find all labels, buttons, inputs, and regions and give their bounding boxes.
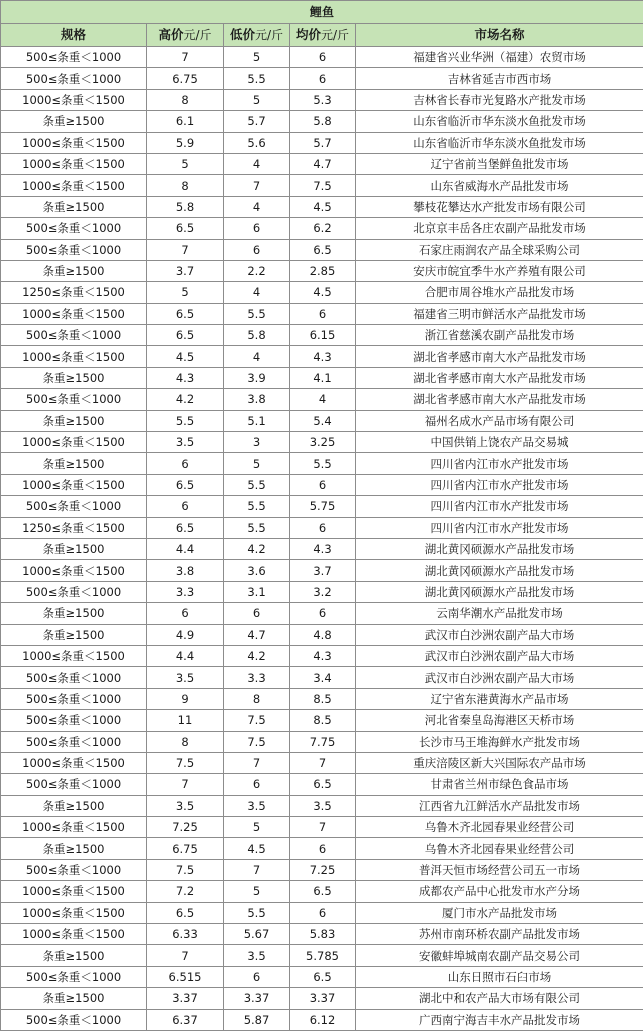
high-price-cell: 7: [147, 47, 224, 68]
low-price-cell: 5.5: [224, 68, 290, 89]
market-name-cell: 河北省秦皇岛海港区天桥市场: [356, 710, 643, 731]
spec-cell: 条重≥1500: [1, 260, 147, 281]
avg-price-cell: 5.7: [290, 132, 356, 153]
low-price-cell: 4: [224, 153, 290, 174]
table-row: [1, 346, 643, 367]
avg-price-cell: 6: [290, 47, 356, 68]
table-row: [1, 474, 643, 495]
avg-price-cell: 6: [290, 838, 356, 859]
low-price-cell: 5: [224, 47, 290, 68]
spec-cell: 500≤条重＜1000: [1, 966, 147, 987]
market-name-cell: 厦门市水产品批发市场: [356, 902, 643, 923]
market-name-cell: 湖北黄冈硕源水产品批发市场: [356, 560, 643, 581]
low-price-cell: 5.5: [224, 496, 290, 517]
low-price-cell: 7.5: [224, 731, 290, 752]
market-name-cell: 石家庄雨润农产品全球采购公司: [356, 239, 643, 260]
high-price-cell: 3.7: [147, 260, 224, 281]
spec-cell: 条重≥1500: [1, 795, 147, 816]
spec-cell: 条重≥1500: [1, 945, 147, 966]
table-title-row: [1, 1, 643, 24]
table-title: 鲤鱼: [1, 1, 643, 24]
low-price-cell: 5.7: [224, 111, 290, 132]
table-row: [1, 667, 643, 688]
avg-price-cell: 5.5: [290, 453, 356, 474]
avg-price-cell: 5.4: [290, 410, 356, 431]
avg-price-cell: 6: [290, 474, 356, 495]
spec-cell: 1000≤条重＜1500: [1, 432, 147, 453]
market-name-cell: 吉林省长春市光复路水产批发市场: [356, 89, 643, 110]
avg-price-cell: 7: [290, 752, 356, 773]
market-name-cell: 普洱天恒市场经营公司五一市场: [356, 859, 643, 880]
high-price-cell: 3.8: [147, 560, 224, 581]
avg-price-cell: 6: [290, 902, 356, 923]
header-high-label: 高价: [158, 27, 183, 42]
table-row: [1, 175, 643, 196]
spec-cell: 条重≥1500: [1, 410, 147, 431]
spec-cell: 条重≥1500: [1, 838, 147, 859]
low-price-cell: 4: [224, 196, 290, 217]
market-name-cell: 湖北黄冈硕源水产品批发市场: [356, 538, 643, 559]
high-price-cell: 6.33: [147, 924, 224, 945]
low-price-cell: 6: [224, 966, 290, 987]
low-price-cell: 4: [224, 346, 290, 367]
avg-price-cell: 3.7: [290, 560, 356, 581]
spec-cell: 1000≤条重＜1500: [1, 132, 147, 153]
market-name-cell: 四川省内江市水产批发市场: [356, 453, 643, 474]
table-body: [1, 47, 643, 1031]
table-row: [1, 752, 643, 773]
header-market: 市场名称: [356, 24, 643, 47]
spec-cell: 500≤条重＜1000: [1, 325, 147, 346]
high-price-cell: 5: [147, 282, 224, 303]
spec-cell: 条重≥1500: [1, 538, 147, 559]
table-row: [1, 325, 643, 346]
avg-price-cell: 6.2: [290, 218, 356, 239]
high-price-cell: 4.5: [147, 346, 224, 367]
spec-cell: 1000≤条重＜1500: [1, 817, 147, 838]
market-name-cell: 福州名成水产品市场有限公司: [356, 410, 643, 431]
low-price-cell: 3.9: [224, 367, 290, 388]
table-row: [1, 1009, 643, 1030]
low-price-cell: 6: [224, 603, 290, 624]
high-price-cell: 5.9: [147, 132, 224, 153]
table-row: [1, 89, 643, 110]
spec-cell: 500≤条重＜1000: [1, 47, 147, 68]
spec-cell: 500≤条重＜1000: [1, 710, 147, 731]
market-name-cell: 攀枝花攀达水产批发市场有限公司: [356, 196, 643, 217]
low-price-cell: 4.2: [224, 645, 290, 666]
high-price-cell: 4.2: [147, 389, 224, 410]
spec-cell: 500≤条重＜1000: [1, 68, 147, 89]
avg-price-cell: 5.3: [290, 89, 356, 110]
spec-cell: 500≤条重＜1000: [1, 389, 147, 410]
low-price-cell: 6: [224, 239, 290, 260]
avg-price-cell: 7.5: [290, 175, 356, 196]
high-price-cell: 5.5: [147, 410, 224, 431]
high-price-cell: 6: [147, 453, 224, 474]
table-row: [1, 538, 643, 559]
spec-cell: 1000≤条重＜1500: [1, 881, 147, 902]
high-price-cell: 7.2: [147, 881, 224, 902]
header-low: [224, 24, 290, 47]
table-row: [1, 624, 643, 645]
low-price-cell: 5.5: [224, 517, 290, 538]
low-price-cell: 5.6: [224, 132, 290, 153]
high-price-cell: 4.4: [147, 645, 224, 666]
market-name-cell: 乌鲁木齐北园春果业经营公司: [356, 817, 643, 838]
table-row: [1, 581, 643, 602]
avg-price-cell: 3.4: [290, 667, 356, 688]
avg-price-cell: 8.5: [290, 688, 356, 709]
low-price-cell: 3.37: [224, 988, 290, 1009]
spec-cell: 1000≤条重＜1500: [1, 924, 147, 945]
high-price-cell: 6.1: [147, 111, 224, 132]
avg-price-cell: 7: [290, 817, 356, 838]
spec-cell: 1000≤条重＜1500: [1, 902, 147, 923]
market-name-cell: 安庆市皖宜季牛水产养殖有限公司: [356, 260, 643, 281]
low-price-cell: 5.87: [224, 1009, 290, 1030]
market-name-cell: 福建省三明市鲜活水产品批发市场: [356, 303, 643, 324]
avg-price-cell: 3.25: [290, 432, 356, 453]
table-row: [1, 282, 643, 303]
market-name-cell: 武汉市白沙洲农副产品大市场: [356, 667, 643, 688]
market-name-cell: 广西南宁海吉丰水产品批发市场: [356, 1009, 643, 1030]
table-row: [1, 153, 643, 174]
table-row: [1, 924, 643, 945]
spec-cell: 1000≤条重＜1500: [1, 175, 147, 196]
header-avg-label: 均价: [296, 27, 321, 42]
avg-price-cell: 6.5: [290, 881, 356, 902]
avg-price-cell: 4.3: [290, 346, 356, 367]
header-low-label: 低价: [230, 27, 255, 42]
market-name-cell: 武汉市白沙洲农副产品大市场: [356, 624, 643, 645]
high-price-cell: 3.37: [147, 988, 224, 1009]
high-price-cell: 3.5: [147, 667, 224, 688]
table-row: [1, 731, 643, 752]
spec-cell: 500≤条重＜1000: [1, 218, 147, 239]
spec-cell: 500≤条重＜1000: [1, 688, 147, 709]
table-row: [1, 410, 643, 431]
header-high: [147, 24, 224, 47]
avg-price-cell: 4.3: [290, 538, 356, 559]
high-price-cell: 5.8: [147, 196, 224, 217]
table-row: [1, 517, 643, 538]
market-name-cell: 山东日照市石臼市场: [356, 966, 643, 987]
table-row: [1, 260, 643, 281]
avg-price-cell: 5.785: [290, 945, 356, 966]
table-row: [1, 881, 643, 902]
table-row: [1, 710, 643, 731]
low-price-cell: 2.2: [224, 260, 290, 281]
table-row: [1, 902, 643, 923]
high-price-cell: 3.5: [147, 795, 224, 816]
market-name-cell: 乌鲁木齐北园春果业经营公司: [356, 838, 643, 859]
spec-cell: 1000≤条重＜1500: [1, 560, 147, 581]
table-row: [1, 432, 643, 453]
low-price-cell: 7: [224, 175, 290, 196]
avg-price-cell: 5.8: [290, 111, 356, 132]
market-name-cell: 苏州市南环桥农副产品批发市场: [356, 924, 643, 945]
table-row: [1, 774, 643, 795]
low-price-cell: 3.5: [224, 945, 290, 966]
market-name-cell: 江西省九江鲜活水产品批发市场: [356, 795, 643, 816]
spec-cell: 500≤条重＜1000: [1, 859, 147, 880]
market-name-cell: 湖北省孝感市南大水产品批发市场: [356, 367, 643, 388]
avg-price-cell: 6.5: [290, 774, 356, 795]
table-header-row: [1, 24, 643, 47]
spec-cell: 500≤条重＜1000: [1, 239, 147, 260]
high-price-cell: 4.4: [147, 538, 224, 559]
low-price-cell: 8: [224, 688, 290, 709]
low-price-cell: 5: [224, 881, 290, 902]
spec-cell: 1000≤条重＜1500: [1, 346, 147, 367]
high-price-cell: 4.9: [147, 624, 224, 645]
table-row: [1, 966, 643, 987]
avg-price-cell: 6.12: [290, 1009, 356, 1030]
high-price-cell: 6.5: [147, 902, 224, 923]
low-price-cell: 3.6: [224, 560, 290, 581]
low-price-cell: 5: [224, 453, 290, 474]
table-row: [1, 603, 643, 624]
high-price-cell: 7: [147, 774, 224, 795]
market-name-cell: 四川省内江市水产批发市场: [356, 496, 643, 517]
market-name-cell: 山东省威海水产品批发市场: [356, 175, 643, 196]
high-price-cell: 11: [147, 710, 224, 731]
avg-price-cell: 3.37: [290, 988, 356, 1009]
high-price-cell: 3.5: [147, 432, 224, 453]
market-name-cell: 山东省临沂市华东淡水鱼批发市场: [356, 111, 643, 132]
table-row: [1, 367, 643, 388]
avg-price-cell: 4.8: [290, 624, 356, 645]
avg-price-cell: 5.83: [290, 924, 356, 945]
market-name-cell: 四川省内江市水产批发市场: [356, 517, 643, 538]
high-price-cell: 7.25: [147, 817, 224, 838]
low-price-cell: 6: [224, 774, 290, 795]
low-price-cell: 4.2: [224, 538, 290, 559]
low-price-cell: 3.8: [224, 389, 290, 410]
market-name-cell: 四川省内江市水产批发市场: [356, 474, 643, 495]
avg-price-cell: 4: [290, 389, 356, 410]
market-name-cell: 中国供销上饶农产品交易城: [356, 432, 643, 453]
table-row: [1, 303, 643, 324]
high-price-cell: 8: [147, 89, 224, 110]
high-price-cell: 7.5: [147, 752, 224, 773]
avg-price-cell: 4.3: [290, 645, 356, 666]
spec-cell: 1000≤条重＜1500: [1, 474, 147, 495]
table-row: [1, 453, 643, 474]
low-price-cell: 7: [224, 859, 290, 880]
low-price-cell: 6: [224, 218, 290, 239]
table-row: [1, 218, 643, 239]
market-name-cell: 湖北省孝感市南大水产品批发市场: [356, 346, 643, 367]
spec-cell: 条重≥1500: [1, 196, 147, 217]
avg-price-cell: 4.5: [290, 196, 356, 217]
spec-cell: 500≤条重＜1000: [1, 1009, 147, 1030]
table-row: [1, 945, 643, 966]
spec-cell: 条重≥1500: [1, 367, 147, 388]
high-price-cell: 6.75: [147, 68, 224, 89]
market-name-cell: 湖北省孝感市南大水产品批发市场: [356, 389, 643, 410]
market-name-cell: 云南华潮水产品批发市场: [356, 603, 643, 624]
spec-cell: 500≤条重＜1000: [1, 581, 147, 602]
spec-cell: 1250≤条重＜1500: [1, 517, 147, 538]
market-name-cell: 武汉市白沙洲农副产品大市场: [356, 645, 643, 666]
high-price-cell: 4.3: [147, 367, 224, 388]
market-name-cell: 甘肃省兰州市绿色食品市场: [356, 774, 643, 795]
market-name-cell: 北京京丰岳各庄农副产品批发市场: [356, 218, 643, 239]
table-row: [1, 688, 643, 709]
market-name-cell: 安徽蚌埠城南农副产品交易公司: [356, 945, 643, 966]
header-low-unit: 元/斤: [255, 28, 283, 42]
spec-cell: 条重≥1500: [1, 603, 147, 624]
table-row: [1, 988, 643, 1009]
spec-cell: 1000≤条重＜1500: [1, 153, 147, 174]
low-price-cell: 5.1: [224, 410, 290, 431]
market-name-cell: 长沙市马王堆海鲜水产批发市场: [356, 731, 643, 752]
table-row: [1, 838, 643, 859]
spec-cell: 1000≤条重＜1500: [1, 303, 147, 324]
low-price-cell: 4.5: [224, 838, 290, 859]
avg-price-cell: 6.5: [290, 239, 356, 260]
market-name-cell: 辽宁省前当堡鲜鱼批发市场: [356, 153, 643, 174]
low-price-cell: 5.5: [224, 303, 290, 324]
header-spec: 规格: [1, 24, 147, 47]
table-row: [1, 560, 643, 581]
table-row: [1, 645, 643, 666]
low-price-cell: 7.5: [224, 710, 290, 731]
table-row: [1, 132, 643, 153]
low-price-cell: 5.5: [224, 474, 290, 495]
table-row: [1, 389, 643, 410]
high-price-cell: 6.5: [147, 517, 224, 538]
spec-cell: 500≤条重＜1000: [1, 667, 147, 688]
market-name-cell: 重庆涪陵区新大兴国际农产品市场: [356, 752, 643, 773]
spec-cell: 1250≤条重＜1500: [1, 282, 147, 303]
spec-cell: 条重≥1500: [1, 988, 147, 1009]
avg-price-cell: 4.7: [290, 153, 356, 174]
high-price-cell: 6.5: [147, 218, 224, 239]
spec-cell: 500≤条重＜1000: [1, 731, 147, 752]
high-price-cell: 6: [147, 603, 224, 624]
low-price-cell: 3.3: [224, 667, 290, 688]
high-price-cell: 7: [147, 239, 224, 260]
market-name-cell: 湖北黄冈硕源水产品批发市场: [356, 581, 643, 602]
high-price-cell: 7.5: [147, 859, 224, 880]
table-row: [1, 795, 643, 816]
high-price-cell: 6.515: [147, 966, 224, 987]
low-price-cell: 5.8: [224, 325, 290, 346]
avg-price-cell: 3.5: [290, 795, 356, 816]
avg-price-cell: 7.75: [290, 731, 356, 752]
avg-price-cell: 6: [290, 303, 356, 324]
high-price-cell: 8: [147, 731, 224, 752]
market-name-cell: 山东省临沂市华东淡水鱼批发市场: [356, 132, 643, 153]
header-avg: [290, 24, 356, 47]
low-price-cell: 7: [224, 752, 290, 773]
low-price-cell: 5: [224, 89, 290, 110]
table-row: [1, 239, 643, 260]
spec-cell: 条重≥1500: [1, 453, 147, 474]
spec-cell: 500≤条重＜1000: [1, 496, 147, 517]
table-row: [1, 496, 643, 517]
market-name-cell: 福建省兴业华洲（福建）农贸市场: [356, 47, 643, 68]
table-row: [1, 47, 643, 68]
avg-price-cell: 6.5: [290, 966, 356, 987]
high-price-cell: 3.3: [147, 581, 224, 602]
avg-price-cell: 5.75: [290, 496, 356, 517]
low-price-cell: 3.1: [224, 581, 290, 602]
high-price-cell: 6.5: [147, 474, 224, 495]
high-price-cell: 6: [147, 496, 224, 517]
spec-cell: 1000≤条重＜1500: [1, 89, 147, 110]
table-row: [1, 859, 643, 880]
high-price-cell: 6.37: [147, 1009, 224, 1030]
high-price-cell: 5: [147, 153, 224, 174]
avg-price-cell: 6: [290, 68, 356, 89]
avg-price-cell: 4.1: [290, 367, 356, 388]
avg-price-cell: 6: [290, 603, 356, 624]
high-price-cell: 6.5: [147, 325, 224, 346]
avg-price-cell: 4.5: [290, 282, 356, 303]
table-row: [1, 68, 643, 89]
spec-cell: 1000≤条重＜1500: [1, 645, 147, 666]
high-price-cell: 8: [147, 175, 224, 196]
table-row: [1, 817, 643, 838]
table-row: [1, 111, 643, 132]
high-price-cell: 6.75: [147, 838, 224, 859]
low-price-cell: 3: [224, 432, 290, 453]
avg-price-cell: 7.25: [290, 859, 356, 880]
header-high-unit: 元/斤: [183, 28, 211, 42]
header-avg-unit: 元/斤: [321, 28, 349, 42]
low-price-cell: 4.7: [224, 624, 290, 645]
market-name-cell: 浙江省慈溪农副产品批发市场: [356, 325, 643, 346]
avg-price-cell: 6.15: [290, 325, 356, 346]
spec-cell: 条重≥1500: [1, 111, 147, 132]
low-price-cell: 5.67: [224, 924, 290, 945]
spec-cell: 500≤条重＜1000: [1, 774, 147, 795]
low-price-cell: 3.5: [224, 795, 290, 816]
spec-cell: 条重≥1500: [1, 624, 147, 645]
table-row: [1, 196, 643, 217]
avg-price-cell: 2.85: [290, 260, 356, 281]
low-price-cell: 4: [224, 282, 290, 303]
spec-cell: 1000≤条重＜1500: [1, 752, 147, 773]
market-name-cell: 吉林省延吉市西市场: [356, 68, 643, 89]
avg-price-cell: 8.5: [290, 710, 356, 731]
market-name-cell: 辽宁省东港黄海水产品市场: [356, 688, 643, 709]
high-price-cell: 6.5: [147, 303, 224, 324]
market-name-cell: 成都农产品中心批发市水产分场: [356, 881, 643, 902]
avg-price-cell: 3.2: [290, 581, 356, 602]
high-price-cell: 7: [147, 945, 224, 966]
low-price-cell: 5.5: [224, 902, 290, 923]
high-price-cell: 9: [147, 688, 224, 709]
market-name-cell: 合肥市周谷堆水产品批发市场: [356, 282, 643, 303]
low-price-cell: 5: [224, 817, 290, 838]
avg-price-cell: 6: [290, 517, 356, 538]
market-name-cell: 湖北中和农产品大市场有限公司: [356, 988, 643, 1009]
